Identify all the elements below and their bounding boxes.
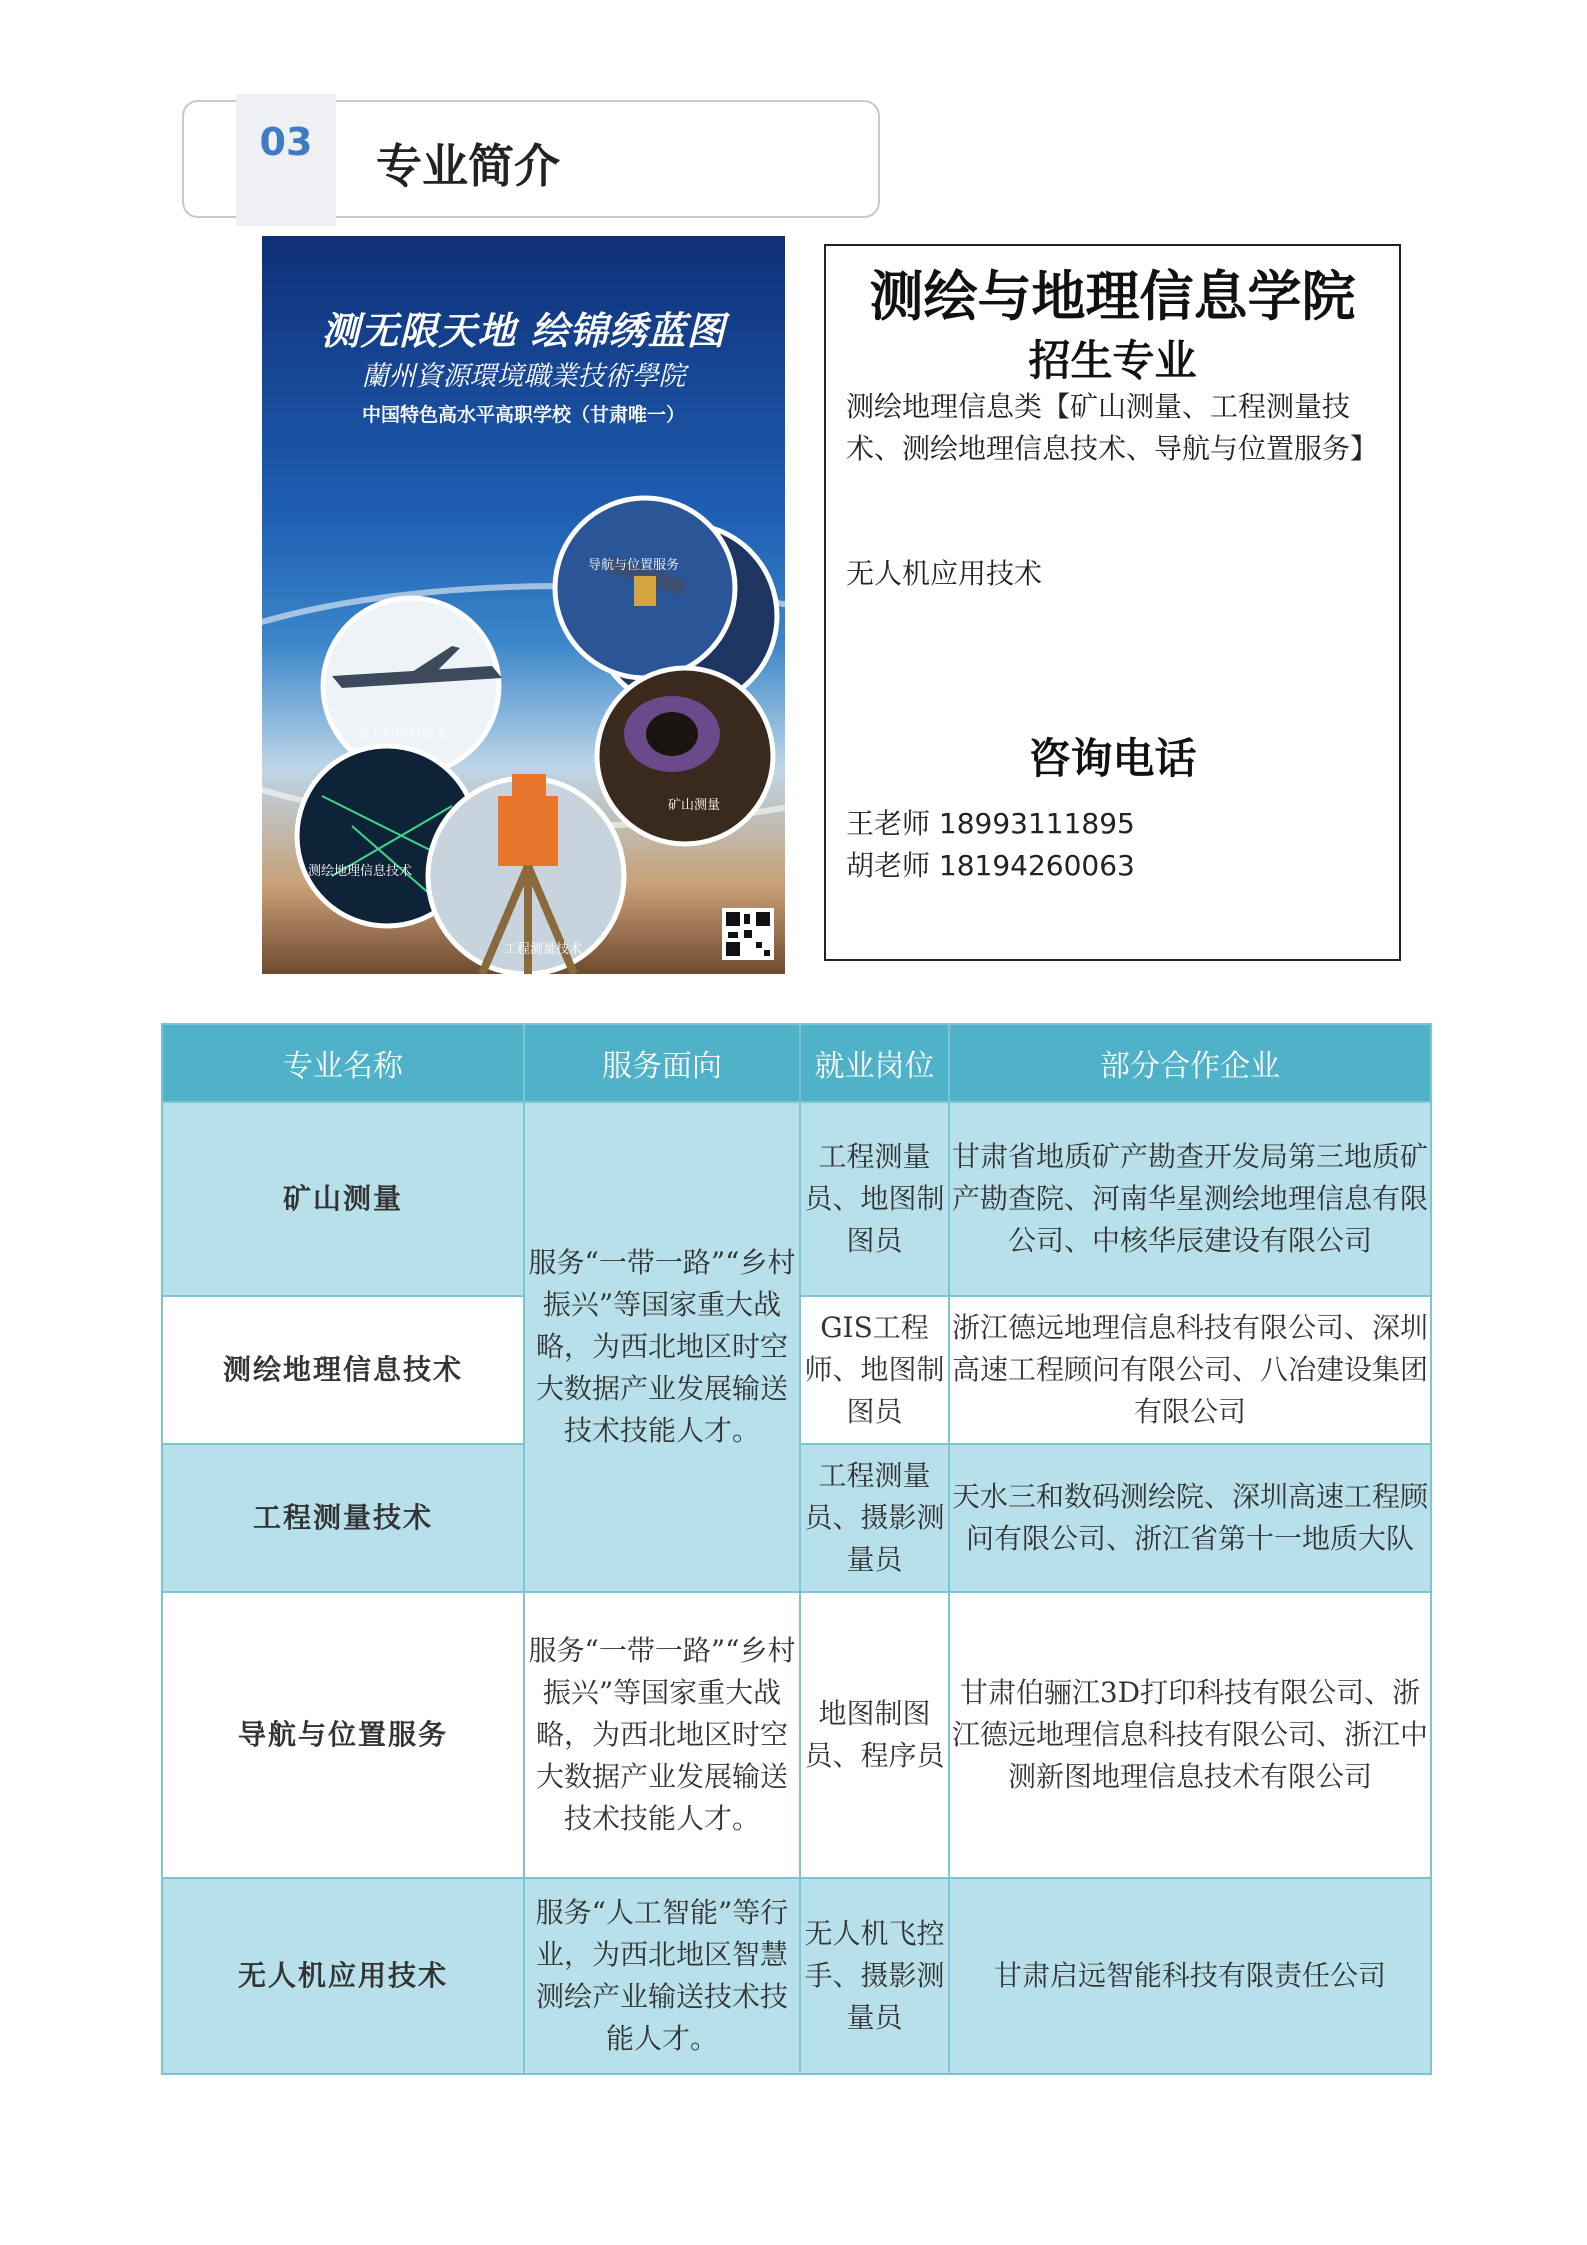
header-service: 服务面向 xyxy=(524,1024,800,1102)
table-header-row xyxy=(162,1024,1431,1102)
job-positions: GIS工程师、地图制图员 xyxy=(800,1296,949,1444)
poster-label-engineering: 工程测量技术 xyxy=(504,942,583,957)
poster-label-navigation: 导航与位置服务 xyxy=(588,558,680,573)
header-jobs: 就业岗位 xyxy=(800,1024,949,1102)
major-name: 导航与位置服务 xyxy=(162,1592,524,1878)
major-name: 矿山测量 xyxy=(162,1102,524,1296)
poster-slogan: 测无限天地 绘锦绣蓝图 xyxy=(321,309,726,353)
partner-companies: 天水三和数码测绘院、深圳高速工程顾问有限公司、浙江省第十一地质大队 xyxy=(949,1444,1431,1592)
partner-companies: 甘肃伯骊江3D打印科技有限公司、浙江德远地理信息科技有限公司、浙江中测新图地理信息技术有限公司 xyxy=(949,1592,1431,1878)
job-positions: 工程测量员、地图制图员 xyxy=(800,1102,949,1296)
college-info-box xyxy=(824,244,1401,961)
header-major: 专业名称 xyxy=(162,1024,524,1102)
major-uav: 无人机应用技术 xyxy=(846,557,1043,590)
partner-companies: 甘肃启远智能科技有限责任公司 xyxy=(949,1878,1431,2074)
job-positions: 工程测量员、摄影测量员 xyxy=(800,1444,949,1592)
header-companies: 部分合作企业 xyxy=(949,1024,1431,1102)
service-orientation: 服务“人工智能”等行业，为西北地区智慧测绘产业输送技术技能人才。 xyxy=(524,1878,800,2074)
partner-companies: 浙江德远地理信息科技有限公司、深圳高速工程顾问有限公司、八冶建设集团有限公司 xyxy=(949,1296,1431,1444)
service-orientation: 服务“一带一路”“乡村振兴”等国家重大战略，为西北地区时空大数据产业发展输送技术技能人才。 xyxy=(524,1592,800,1878)
job-positions: 无人机飞控手、摄影测量员 xyxy=(800,1878,949,2074)
poster-label-gis: 测绘地理信息技术 xyxy=(308,864,413,879)
service-orientation: 服务“一带一路”“乡村振兴”等国家重大战略，为西北地区时空大数据产业发展输送技术技能人才。 xyxy=(524,1102,800,1592)
majors-list: 测绘地理信息类【矿山测量、工程测量技术、测绘地理信息技术、导航与位置服务】 xyxy=(846,390,1379,465)
section-title: 专业简介 xyxy=(376,139,560,193)
phone-wang: 王老师 18993111895 xyxy=(846,807,1135,840)
table-row xyxy=(162,1592,1431,1878)
major-name: 工程测量技术 xyxy=(162,1444,524,1592)
table-row xyxy=(162,1102,1431,1296)
college-title: 测绘与地理信息学院 xyxy=(869,264,1356,328)
major-name: 无人机应用技术 xyxy=(162,1878,524,2074)
phone-hu: 胡老师 18194260063 xyxy=(846,849,1135,882)
partner-companies: 甘肃省地质矿产勘查开发局第三地质矿产勘查院、河南华星测绘地理信息有限公司、中核华辰建设有限公司 xyxy=(949,1102,1431,1296)
poster-subtitle: 中国特色高水平高职学校（甘肃唯一） xyxy=(361,404,685,426)
major-name: 测绘地理信息技术 xyxy=(162,1296,524,1444)
job-positions: 地图制图员、程序员 xyxy=(800,1592,949,1878)
enrollment-heading: 招生专业 xyxy=(1028,336,1197,385)
qr-code-icon xyxy=(722,908,774,960)
poster-image xyxy=(262,236,785,974)
table-row xyxy=(162,1878,1431,2074)
poster-school-name: 蘭州資源環境職業技術學院 xyxy=(361,361,686,392)
contact-heading: 咨询电话 xyxy=(1028,734,1197,783)
majors-table xyxy=(161,1023,1432,2075)
poster-label-uav: 无人机应用技术 xyxy=(356,728,448,743)
section-number: 03 xyxy=(259,120,313,164)
poster-label-mining: 矿山测量 xyxy=(668,798,721,813)
